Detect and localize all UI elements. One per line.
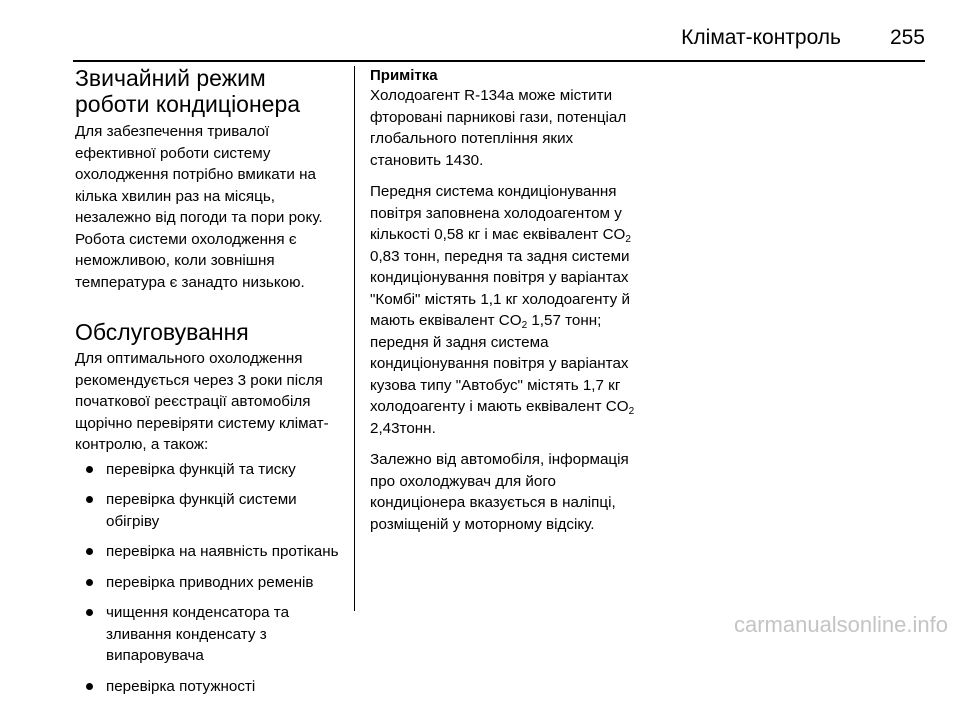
note-title: Примітка	[370, 67, 438, 84]
list-item: перевірка функцій та тиску	[75, 459, 343, 481]
heading-normal-operation: Звичайний режим роботи кондиціонера	[75, 65, 301, 117]
bullet-icon	[86, 579, 93, 586]
left-column	[75, 62, 343, 706]
column-divider	[354, 66, 355, 611]
right-column	[370, 62, 645, 535]
bullet-icon	[86, 548, 93, 555]
bullet-icon	[86, 466, 93, 473]
note-paragraph-capacity: Передня система кондиціонування повітря заповнена холодоагентом у кількості 0,58 кг і має еквівалент $CO_2$ 0,83 тонн, передня та задня системи кондиціонування повітря у варіантах "Комбі" містять 1,1 кг холодоагенту й мають еквівалент $CO_2$ 1,57 тонн; передня й задня система кондиціонування повітря у варіантах кузова типу "Автобус" містять 1,7 кг холодоагенту і мають еквівалент $CO_2$ 2,43тонн.	[370, 183, 635, 437]
bullet-icon	[86, 496, 93, 503]
bullet-icon	[86, 609, 93, 616]
list-item: перевірка потужності	[75, 676, 343, 698]
heading-maintenance: Обслуговування	[75, 319, 249, 345]
list-item: чищення конденсатора та зливання конденсату з випаровувача	[75, 602, 343, 667]
paragraph-refrigerant-label: Залежно від автомобіля, інформація про охолоджувач для його кондиціонера вказується в наліпці, розміщеній у моторному відсіку.	[370, 451, 629, 533]
paragraph-maintenance: Для оптимального охолодження рекомендується через 3 роки після початкової реєстрації автомобіля щорічно перевіряти систему клімат-контролю, а також:	[75, 350, 329, 453]
maintenance-checklist	[75, 459, 343, 698]
watermark: carmanualsonline.info	[733, 612, 948, 637]
paragraph-normal-operation: Для забезпечення тривалої ефективної роботи систему охолодження потрібно вмикати на кілька хвилин раз на місяць, незалежно від погоди та пори року. Робота системи охолодження є неможливою, коли зовнішня температура є занадто низькою.	[75, 123, 323, 291]
section-title: Клімат-контроль	[681, 26, 841, 49]
list-item: перевірка на наявність протікань	[75, 541, 343, 563]
page-header	[73, 22, 925, 62]
list-item: перевірка приводних ременів	[75, 572, 343, 594]
page-number: 255	[889, 26, 925, 49]
bullet-icon	[86, 683, 93, 690]
list-item: перевірка функцій системи обігріву	[75, 489, 343, 532]
note-paragraph-refrigerant: Холодоагент R-134a може містити фторовані парникові гази, потенціал глобального потепління яких становить 1430.	[370, 87, 627, 169]
